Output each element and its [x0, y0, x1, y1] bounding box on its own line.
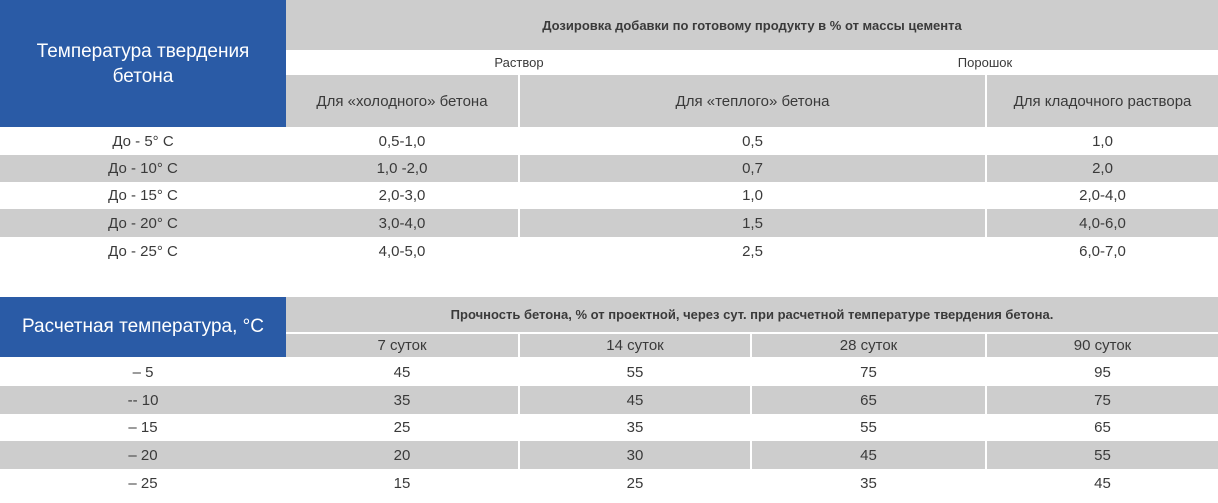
- row-label: – 25: [128, 474, 158, 492]
- cell-value: 45: [1094, 474, 1111, 492]
- cell-value: 25: [626, 474, 644, 492]
- row-label: – 5: [132, 364, 154, 381]
- cell-value: 0,7: [520, 155, 985, 182]
- cell-value: 2,5: [742, 242, 763, 260]
- column-header-warm: Для «теплого» бетона: [520, 75, 985, 127]
- cell-value: 65: [1094, 419, 1111, 436]
- cell-value: 20: [286, 441, 518, 469]
- table-row: [0, 359, 1218, 386]
- cell-value: 75: [860, 364, 877, 381]
- table-row: [0, 469, 1218, 497]
- main-header: Дозировка добавки по готовому продукту в % от массы цемента: [286, 0, 1218, 50]
- cell-value: 45: [752, 441, 985, 469]
- column-header-14: 14 суток: [520, 334, 750, 357]
- cell-value: 1,0: [1092, 133, 1113, 150]
- column-header-28: 28 суток: [752, 334, 985, 357]
- column-header-90: 90 суток: [987, 334, 1218, 357]
- row-label: – 15: [128, 419, 158, 436]
- cell-value: 25: [393, 419, 411, 436]
- corner-header: [0, 0, 286, 127]
- cell-value: 2,0-4,0: [1079, 187, 1126, 204]
- cell-value: 45: [520, 386, 750, 414]
- cell-value: 2,0-3,0: [378, 187, 426, 204]
- cell-value: 95: [1094, 364, 1111, 381]
- cell-value: 3,0-4,0: [286, 209, 518, 237]
- cell-value: 6,0-7,0: [1079, 242, 1126, 260]
- main-header-2: Прочность бетона, % от проектной, через сут. при расчетной температуре твердения бетона.: [286, 297, 1218, 332]
- table-row: [0, 155, 1218, 182]
- table-row: [0, 209, 1218, 237]
- table-row: [0, 386, 1218, 414]
- cell-value: 4,0-6,0: [987, 209, 1218, 237]
- cell-value: 30: [520, 441, 750, 469]
- row-label: -- 10: [0, 386, 286, 414]
- cell-value: 1,0: [742, 187, 763, 204]
- cell-value: 4,0-5,0: [378, 242, 426, 260]
- cell-value: 45: [393, 364, 411, 381]
- cell-value: 0,5: [742, 133, 763, 150]
- group-header-powder: Порошок: [957, 55, 1013, 70]
- cell-value: 35: [286, 386, 518, 414]
- cell-value: 65: [752, 386, 985, 414]
- row-label: – 20: [0, 441, 286, 469]
- table-row: [0, 182, 1218, 209]
- column-header-masonry: Для кладочного раствора: [987, 75, 1218, 127]
- table-row: [0, 441, 1218, 469]
- cell-value: 2,0: [987, 155, 1218, 182]
- table-row: [0, 237, 1218, 265]
- cell-value: 55: [860, 419, 877, 436]
- cell-value: 55: [987, 441, 1218, 469]
- cell-value: 35: [860, 474, 877, 492]
- cell-value: 1,5: [520, 209, 985, 237]
- corner-header-text: Температура твердения бетона: [36, 40, 250, 87]
- cell-value: 55: [626, 364, 644, 381]
- row-label: До - 20° С: [0, 209, 286, 237]
- row-label: До - 10° С: [0, 155, 286, 182]
- cell-value: 35: [626, 419, 644, 436]
- row-label: До - 5° С: [112, 133, 174, 150]
- cell-value: 15: [393, 474, 411, 492]
- table-row: [0, 128, 1218, 155]
- column-header-7: 7 суток: [286, 334, 518, 357]
- cell-value: 1,0 -2,0: [286, 155, 518, 182]
- cell-value: 0,5-1,0: [378, 133, 426, 150]
- table-row: [0, 414, 1218, 441]
- corner-header-2: Расчетная температура, °С: [0, 297, 286, 357]
- row-label: До - 25° С: [108, 242, 178, 260]
- cell-value: 75: [987, 386, 1218, 414]
- column-header-cold: Для «холодного» бетона: [286, 75, 518, 127]
- row-label: До - 15° С: [108, 187, 178, 204]
- group-header-solution: Раствор: [494, 55, 544, 70]
- strength-table: [0, 297, 1218, 503]
